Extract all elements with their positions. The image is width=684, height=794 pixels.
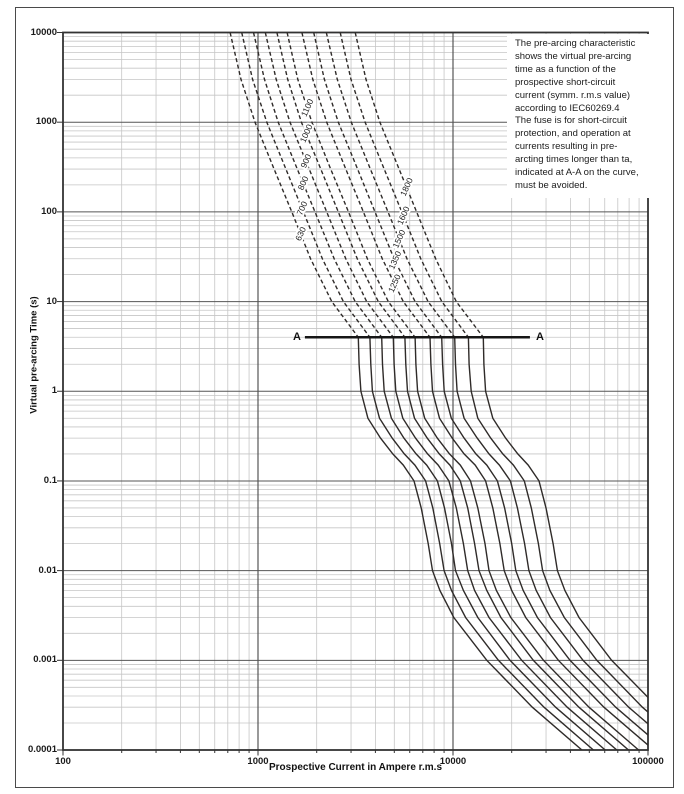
curve-label-1100: 1100 (298, 97, 316, 119)
curve-label-1000: 1000 (297, 122, 315, 145)
x-tick-label-100: 100 (55, 756, 71, 767)
curve-label-630: 630 (293, 225, 308, 243)
annotation-line: current (symm. r.m.s value) (515, 89, 631, 101)
x-tick-label-100000: 100000 (632, 756, 664, 767)
y-tick-label-0.1: 0.1 (43, 474, 57, 486)
curve-label-1800: 1800 (397, 176, 415, 198)
y-tick-label-1: 1 (51, 385, 57, 397)
annotation-box (507, 34, 655, 198)
curve-label-1600: 1600 (394, 204, 412, 227)
y-tick-label-0.01: 0.01 (38, 564, 57, 576)
annotation-line: according to IEC60269.4 (515, 102, 620, 114)
annotation-line: The pre-arcing characteristic (515, 38, 636, 49)
annotation-line: must be avoided. (515, 179, 588, 191)
x-tick-label-10000: 10000 (439, 756, 467, 767)
curve-label-1500: 1500 (390, 228, 408, 250)
y-tick-label-0.0001: 0.0001 (27, 744, 57, 755)
aa-marker-label-right: A (536, 331, 544, 343)
y-tick-label-0.001: 0.001 (33, 654, 57, 666)
x-tick-label-1000: 1000 (247, 756, 269, 767)
curve-label-1350: 1350 (386, 249, 404, 271)
curve-label-900: 900 (298, 152, 314, 170)
curve-label-700: 700 (294, 199, 310, 217)
y-tick-label-100: 100 (41, 205, 57, 217)
annotation-line: prospective short-circuit (515, 76, 616, 88)
annotation-line: indicated at A-A on the curve, (515, 167, 639, 179)
curve-label-800: 800 (295, 174, 311, 192)
annotation-line: arcting times longer than ta, (515, 154, 633, 166)
y-tick-label-10: 10 (46, 295, 57, 307)
aa-marker-label-left: A (293, 331, 301, 343)
y-tick-label-1000: 1000 (35, 116, 57, 128)
y-tick-label-10000: 10000 (30, 26, 57, 38)
annotation-line: The fuse is for short-circuit (515, 115, 627, 127)
curve-label-1250: 1250 (385, 272, 403, 294)
annotation-line: protection, and operation at (515, 128, 631, 140)
annotation-line: shows the virtual pre-arcing (515, 50, 632, 62)
y-axis-title: Virtual pre-arcing Time (s) (28, 296, 40, 414)
annotation-line: time as a function of the (515, 63, 616, 75)
x-axis-title: Prospective Current in Ampere r.m.s (268, 762, 443, 773)
annotation-line: currents resulting in pre- (515, 141, 618, 153)
